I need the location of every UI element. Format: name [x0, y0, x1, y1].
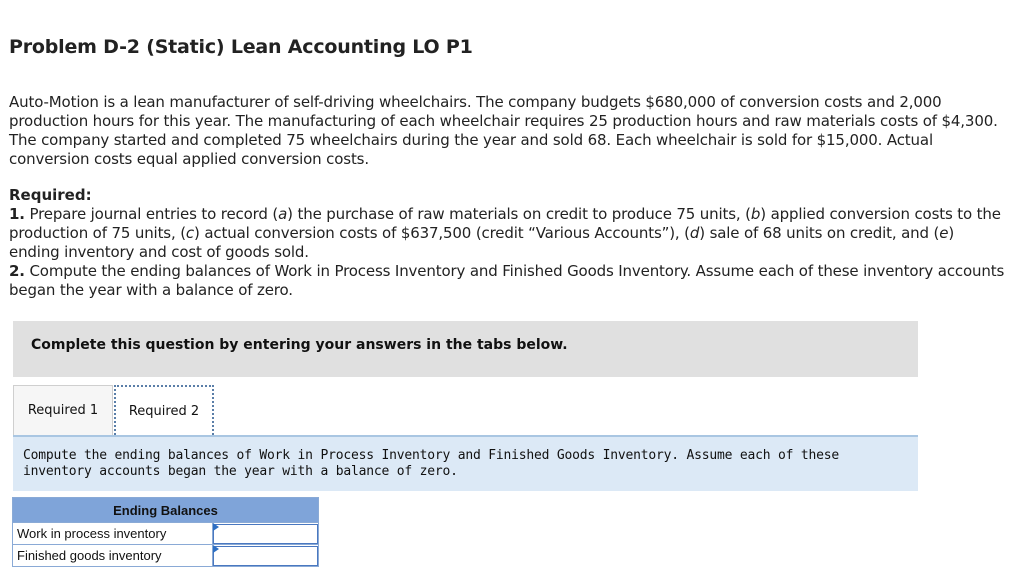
tab-required-1[interactable]: Required 1 — [13, 385, 113, 435]
table-row — [13, 523, 319, 545]
tab-question-panel — [13, 437, 918, 491]
row-label-fg: Finished goods inventory — [13, 545, 213, 567]
req1-letter-b: b — [750, 205, 761, 223]
row-label-wip: Work in process inventory — [13, 523, 213, 545]
input-marker-icon — [213, 523, 219, 531]
problem-intro: Auto-Motion is a lean manufacturer of self-driving wheelchairs. The company budgets $680,000 of conversion costs and 2,000 production hours for this year. The manufacturing of each wheelchair requires 25 production hours and raw materials costs of $4,300. The company started and completed 75 wheelchairs during the year and sold 68. Each wheelchair is sold for $15,000. Actual conversion costs equal applied conversion costs. — [9, 93, 998, 168]
problem-title: Problem D-2 (Static) Lean Accounting LO P1 — [9, 36, 473, 58]
requirement-2 — [9, 262, 1009, 300]
instructions-text: Complete this question by entering your answers in the tabs below. — [31, 337, 568, 353]
req2-text: Compute the ending balances of Work in Process Inventory and Finished Goods Inventory. Assume each of these inventory accounts began the year with a balance of zero. — [9, 262, 1005, 299]
wip-input-cell — [213, 523, 319, 545]
tab-required-2[interactable]: Required 2 — [114, 385, 214, 435]
table-header-row — [13, 498, 319, 523]
input-marker-icon — [213, 545, 219, 553]
requirement-1 — [9, 205, 1009, 262]
ending-balances-table — [12, 497, 319, 567]
req1-text-1: Prepare journal entries to record ( — [24, 205, 279, 223]
req1-text-4: ) actual conversion costs of $637,500 (credit “Various Accounts”), ( — [194, 224, 690, 242]
tab-question-text: Compute the ending balances of Work in Process Inventory and Finished Goods Inventory. Assume each of these inventory accounts began the year with a balance of zero. — [23, 448, 840, 479]
fg-balance-input[interactable] — [213, 546, 318, 566]
req1-text-2: ) the purchase of raw materials on credit to produce 75 units, ( — [287, 205, 751, 223]
req1-number: 1. — [9, 205, 25, 223]
required-heading: Required: — [9, 186, 92, 204]
req1-text-5: ) sale of 68 units on credit, and ( — [699, 224, 940, 242]
table-header: Ending Balances — [13, 498, 319, 523]
fg-input-cell — [213, 545, 319, 567]
req1-text-3: ) applied conversion costs to the production of 75 units, ( — [9, 205, 1001, 242]
req2-number: 2. — [9, 262, 25, 280]
req1-text-6: ) ending inventory and cost of goods sold. — [9, 224, 955, 261]
wip-balance-input[interactable] — [213, 524, 318, 544]
table-row — [13, 545, 319, 567]
req1-letter-c: c — [185, 224, 195, 242]
req1-letter-e: e — [939, 224, 949, 242]
instructions-banner — [13, 321, 918, 377]
req1-letter-a: a — [278, 205, 288, 223]
req1-letter-d: d — [689, 224, 700, 242]
